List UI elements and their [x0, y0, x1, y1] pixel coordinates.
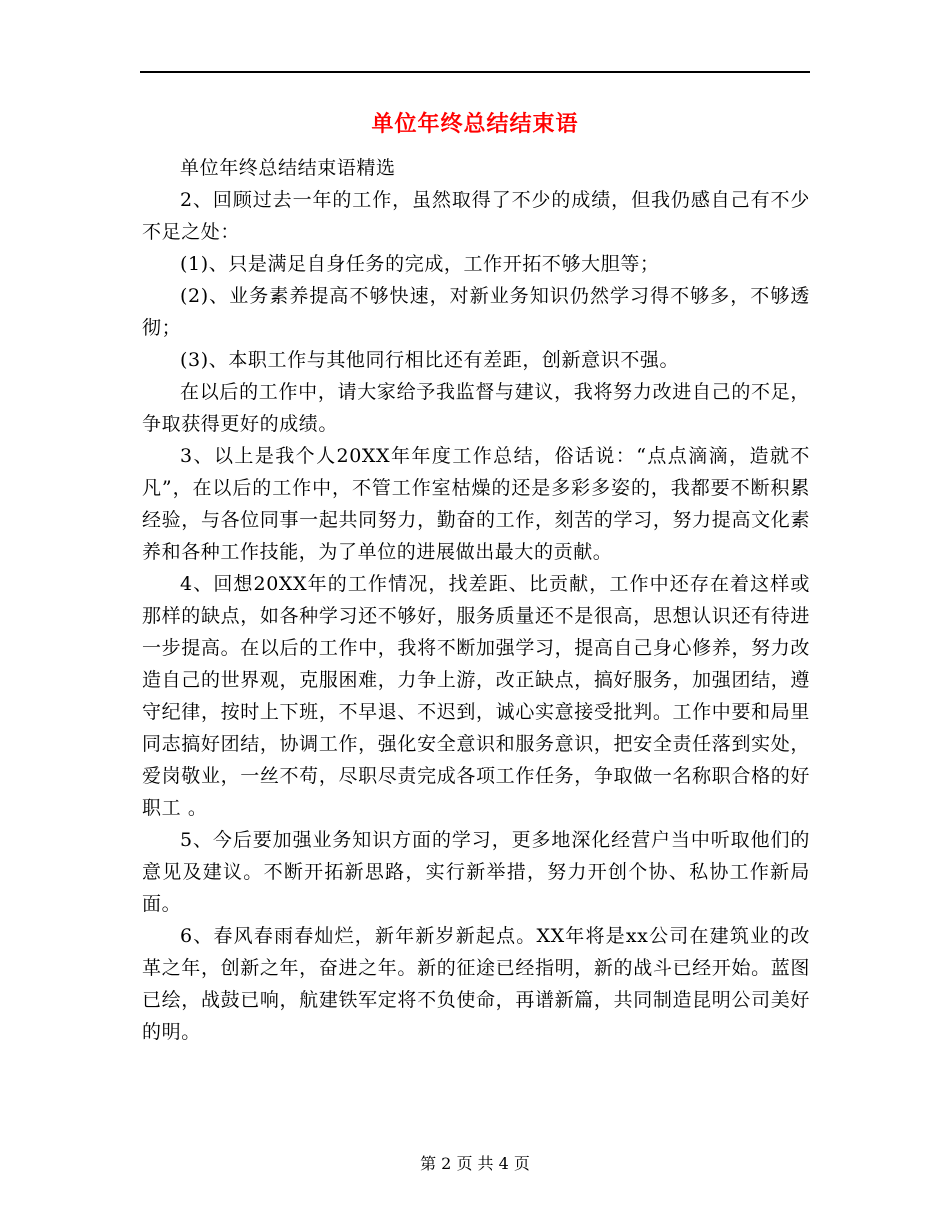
paragraph-future: 在以后的工作中，请大家给予我监督与建议，我将努力改进自己的不足，争取获得更好的成绩。: [142, 381, 810, 435]
paragraph-6: 6、春风春雨春灿烂，新年新岁新起点。XX年将是xx公司在建筑业的改革之年，创新之年，奋进之年。新的征途已经指明，新的战斗已经开始。蓝图已绘，战鼓已响，航建铁军定将不负使命，再谱新篇，共同制造昆明公司美好的明。: [142, 925, 810, 1043]
page-title: 单位年终总结结束语: [371, 112, 579, 137]
paragraph-item-1: (1)、只是满足自身任务的完成，工作开拓不够大胆等；: [180, 253, 660, 275]
header-rule: [140, 71, 810, 73]
paragraph-3: 3、以上是我个人20XX年年度工作总结，俗话说：“点点滴滴，造就不凡”，在以后的工作中，不管工作室枯燥的还是多彩多姿的，我都要不断积累经验，与各位同事一起共同努力，勤奋的工作，刻苦的学习，努力提高文化素养和各种工作技能，为了单位的进展做出最大的贡献。: [142, 445, 810, 563]
paragraph-item-2: (2)、业务素养提高不够快速，对新业务知识仍然学习得不够多，不够透彻；: [142, 285, 810, 339]
paragraph-review: 2、回顾过去一年的工作，虽然取得了不少的成绩，但我仍感自己有不少不足之处：: [142, 189, 810, 243]
document-body: [142, 152, 810, 1048]
paragraph-4: 4、回想20XX年的工作情况，找差距、比贡献，工作中还存在着这样或那样的缺点，如各种学习还不够好，服务质量还不是很高，思想认识还有待进一步提高。在以后的工作中，我将不断加强学习，提高自己身心修养，努力改造自己的世界观，克服困难，力争上游，改正缺点，搞好服务，加强团结，遵守纪律，按时上下班，不早退、不迟到，诚心实意接受批判。工作中要和局里同志搞好团结，协调工作，强化安全意识和服务意识，把安全责任落到实处，爱岗敬业，一丝不苟，尽职尽责完成各项工作任务，争取做一名称职合格的好职工 。: [142, 573, 810, 819]
paragraph-item-3: (3)、本职工作与其他同行相比还有差距，创新意识不强。: [180, 349, 680, 371]
page-footer: 第 2 页 共 4 页: [420, 1154, 530, 1173]
paragraph-subtitle: 单位年终总结结束语精选: [180, 157, 396, 179]
paragraph-5: 5、今后要加强业务知识方面的学习，更多地深化经营户当中听取他们的意见及建议。不断开拓新思路，实行新举措，努力开创个协、私协工作新局面。: [142, 829, 810, 915]
